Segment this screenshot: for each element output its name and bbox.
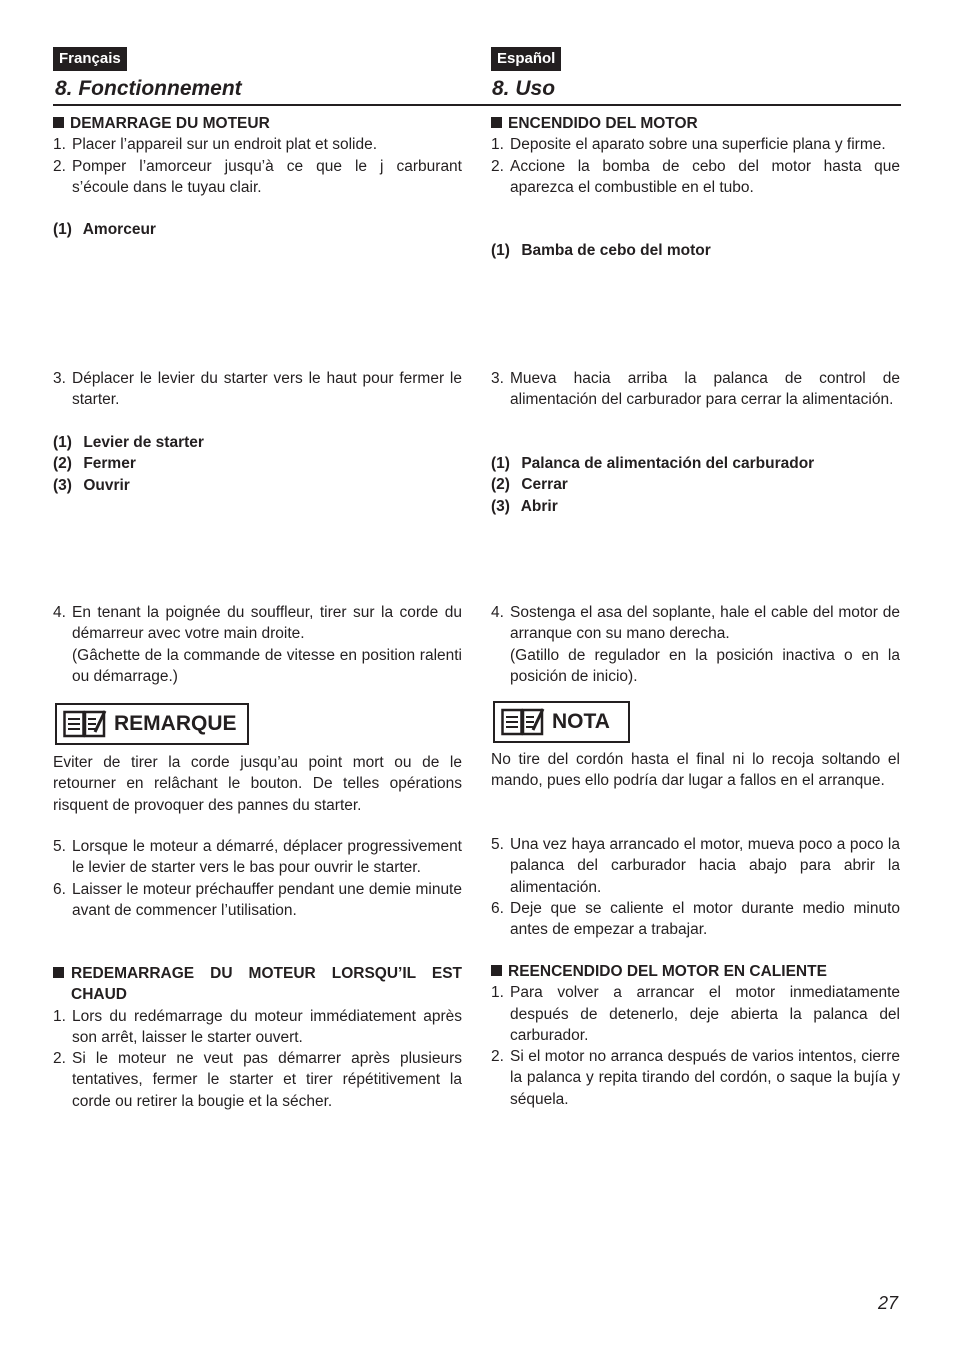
list-item: 6. Deje que se caliente el motor durante medio minuto antes de empezar a trabajar. <box>491 899 900 939</box>
hot-restart-section-fr <box>53 963 462 1112</box>
figure-caption: (1) Amorceur <box>53 221 156 238</box>
note-box <box>55 703 249 745</box>
square-bullet-icon <box>491 117 502 128</box>
note-text: No tire del cordón hasta el final ni lo recoja soltando el mando, pues ello podría dar lugar a fallos en el arranque. <box>491 751 900 790</box>
section-heading: DEMARRAGE DU MOTEUR <box>53 113 462 134</box>
list-item: 6. Laisser le moteur préchauffer pendant une demie minute avant de commencer l’utilisation. <box>53 880 462 919</box>
list-item: 4. En tenant la poignée du souffleur, tirer sur la corde du démarreur avec votre main droite. (Gâchette de la commande de vitesse en position ralenti ou démarrage.) <box>53 604 462 685</box>
list-item: 5. Una vez haya arrancado el motor, mueva poco a poco la palanca del carburador hacia abajo para abrir la alimentación. <box>491 836 900 896</box>
list-item: 2. Si el motor no arranca después de varios intentos, cierre la palanca y repita tirando del cordón, o saque la bujía y séquela. <box>491 1048 900 1108</box>
square-bullet-icon <box>491 965 502 976</box>
note-box <box>493 701 630 743</box>
section-title-french: 8. Fonctionnement <box>55 77 242 100</box>
figure-caption: (1) Bamba de cebo del motor <box>491 242 711 259</box>
list-item: 4. Sostenga el asa del soplante, hale el cable del motor de arranque con su mano derecha. (Gatillo de regulador en la posición inactiva o en la posición de inicio). <box>491 604 900 685</box>
header-divider <box>53 104 901 106</box>
list-item: 1. Placer l’appareil sur un endroit plat et solide. <box>53 136 378 154</box>
square-bullet-icon <box>53 117 64 128</box>
note-label: NOTA <box>552 710 610 733</box>
list-item: 1. Lors du redémarrage du moteur immédiatement après son arrêt, laisser le starter ouvert. <box>53 1007 462 1046</box>
figure-captions: (1) Palanca de alimentación del carburador (2) Cerrar (3) Abrir <box>491 455 815 515</box>
list-item: 3. Déplacer le levier du starter vers le haut pour fermer le starter. <box>53 370 462 409</box>
step-3-es <box>491 368 900 411</box>
note-label: REMARQUE <box>114 712 237 735</box>
list-item: 2. Accione la bomba de cebo del motor hasta que aparezca el combustible en el tubo. <box>491 157 900 196</box>
step-3-fr <box>53 368 462 411</box>
list-item: 5. Lorsque le moteur a démarré, déplacer progressivement le levier de starter vers le bas pour ouvrir le starter. <box>53 838 462 877</box>
page-number: 27 <box>878 1293 899 1313</box>
hot-restart-section-es <box>491 961 900 1110</box>
note-book-icon <box>63 709 107 739</box>
engine-start-section-fr <box>53 113 462 198</box>
steps-5-6-fr <box>53 836 462 921</box>
list-item: 2. Pomper l’amorceur jusqu’à ce que le j carburant s’écoule dans le tuyau clair. <box>53 157 462 196</box>
step-4-es <box>491 602 900 687</box>
step-4-fr <box>53 602 462 687</box>
list-item: 1. Para volver a arrancar el motor inmediatamente después de detenerlo, deje abierta la palanca del carburador. <box>491 984 900 1044</box>
figure-captions: (1) Levier de starter (2) Fermer (3) Ouvrir <box>53 434 204 494</box>
list-item: 2. Si le moteur ne veut pas démarrer après plusieurs tentatives, fermer le starter et tirer répétitivement la corde ou retirer la bougie et la sécher. <box>53 1050 462 1110</box>
list-item: 3. Mueva hacia arriba la palanca de control de alimentación del carburador para cerrar la alimentación. <box>491 370 900 409</box>
language-tag-french: Français <box>53 47 127 71</box>
section-heading: REENCENDIDO DEL MOTOR EN CALIENTE <box>491 961 900 982</box>
steps-5-6-es <box>491 834 900 940</box>
section-heading: REDEMARRAGE DU MOTEUR LORSQU’IL EST CHAUD <box>53 963 462 1006</box>
engine-start-section-es <box>491 113 900 198</box>
note-text: Eviter de tirer la corde jusqu’au point mort ou de le retourner en relâchant le bouton. De telles opérations risquent de provoquer des pannes du starter. <box>53 754 462 814</box>
square-bullet-icon <box>53 967 64 978</box>
note-book-icon <box>501 707 545 737</box>
section-heading: ENCENDIDO DEL MOTOR <box>491 113 900 134</box>
section-title-spanish: 8. Uso <box>492 77 556 100</box>
language-tag-spanish: Español <box>491 47 561 71</box>
list-item: 1. Deposite el aparato sobre una superficie plana y firme. <box>491 136 886 154</box>
